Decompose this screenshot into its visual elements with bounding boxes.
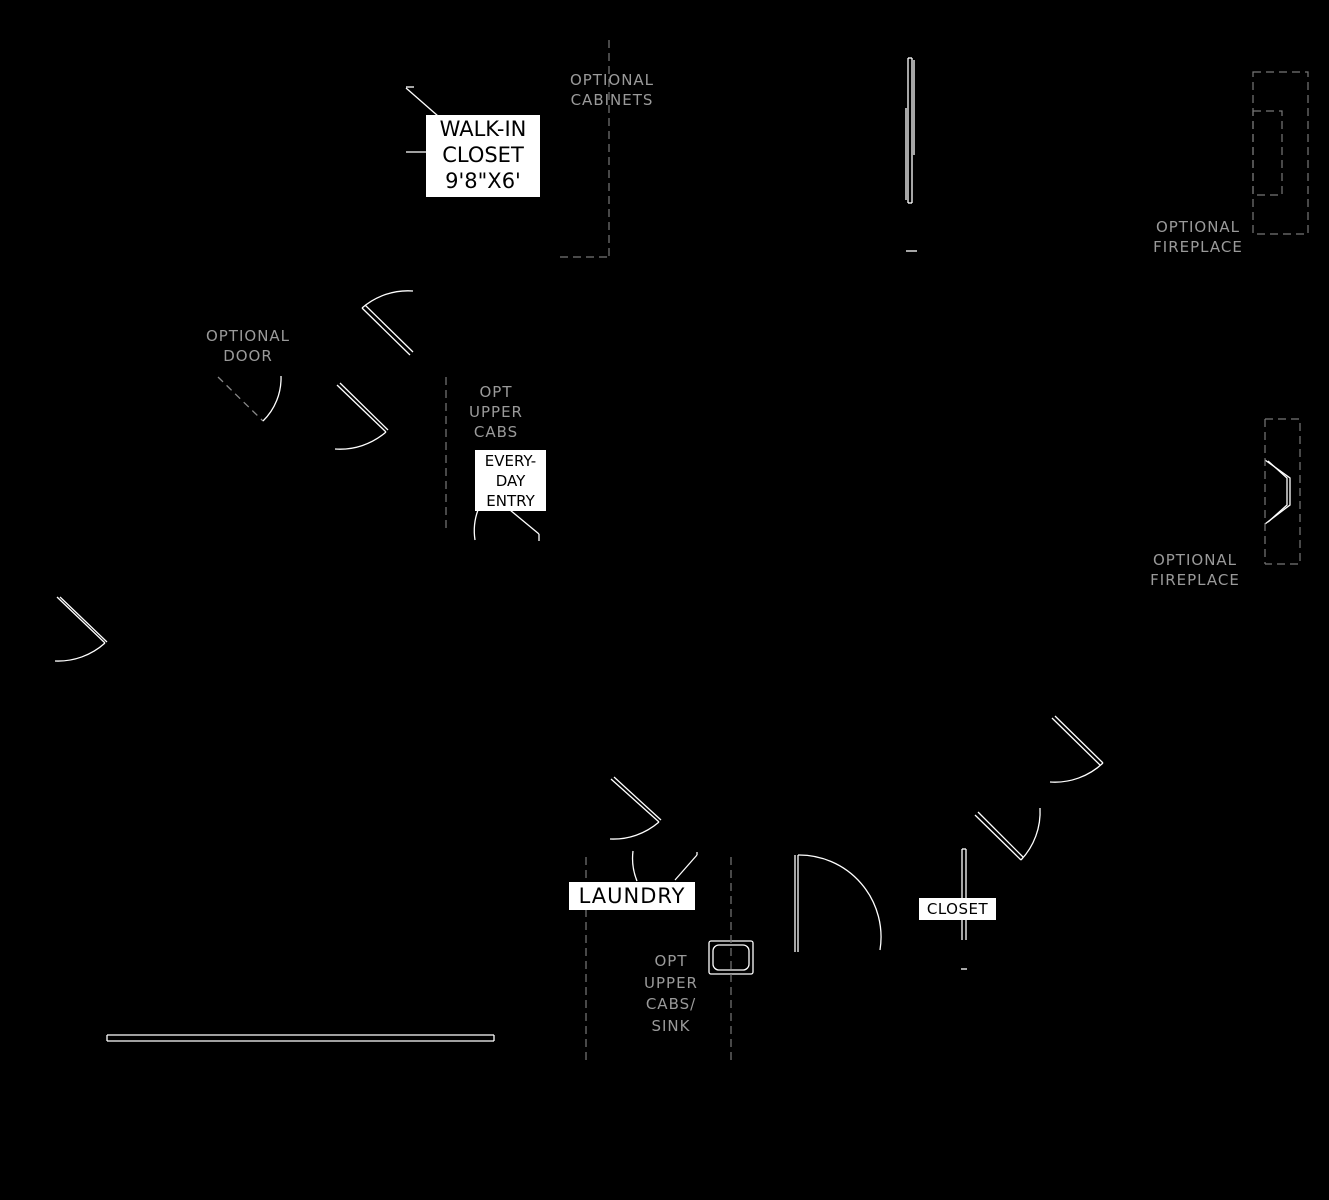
fireplace-right-insert	[1265, 460, 1290, 524]
note-line: UPPER	[469, 403, 523, 421]
note-line: OPT	[654, 952, 688, 970]
laundry-entry-door	[633, 851, 697, 881]
closet-label: CLOSET	[919, 898, 996, 920]
laundry-label: LAUNDRY	[569, 882, 695, 910]
left-exterior-door	[55, 597, 107, 661]
optional-cabinets-note	[556, 70, 668, 110]
note-line: CABINETS	[570, 91, 654, 109]
note-line: DOOR	[223, 347, 273, 365]
window-bottom	[107, 1035, 494, 1041]
note-line: OPTIONAL	[205, 327, 291, 345]
door-swing-mudroom	[335, 383, 388, 449]
note-line: UPPER	[644, 973, 698, 992]
door-swing-upper-hall	[362, 291, 413, 355]
everyday-entry-line-1: EVERY-	[484, 452, 537, 470]
everyday-entry-label	[475, 450, 546, 511]
note-line: FIREPLACE	[1150, 571, 1240, 589]
note-line: OPT	[479, 383, 513, 401]
everyday-entry-line-2: DAY	[495, 472, 526, 490]
optional-door-swing	[218, 376, 281, 421]
walk-in-closet-line-2: CLOSET	[442, 143, 524, 167]
laundry-upper-door	[610, 777, 661, 839]
right-lower-door-1	[1050, 716, 1103, 782]
optional-fireplace-top-note	[1140, 217, 1256, 257]
note-line: OPTIONAL	[569, 71, 655, 89]
opt-upper-cabs-note	[450, 382, 542, 442]
optional-fireplace-top-outline	[1253, 72, 1308, 234]
optional-fireplace-right-note	[1137, 550, 1253, 590]
window-top	[906, 58, 917, 251]
note-line: OPTIONAL	[1152, 551, 1238, 569]
note-line: OPTIONAL	[1155, 218, 1241, 236]
opt-upper-cabs-sink-note	[625, 951, 717, 1037]
note-line: CABS	[473, 423, 519, 441]
walk-in-closet-line-1: WALK-IN	[439, 117, 527, 141]
everyday-entry-line-3: ENTRY	[486, 492, 535, 510]
optional-door-note	[192, 326, 304, 366]
everyday-entry-door	[474, 510, 539, 541]
note-line: SINK	[651, 1016, 691, 1035]
note-line: CABS/	[645, 995, 697, 1013]
walk-in-closet-label	[426, 115, 540, 197]
optional-fireplace-right-outline	[1265, 419, 1300, 564]
walk-in-closet-dimensions: 9'8"X6'	[445, 169, 521, 193]
garage-door-swing	[795, 855, 881, 952]
note-line: FIREPLACE	[1153, 238, 1243, 256]
right-lower-door-2	[975, 808, 1040, 860]
